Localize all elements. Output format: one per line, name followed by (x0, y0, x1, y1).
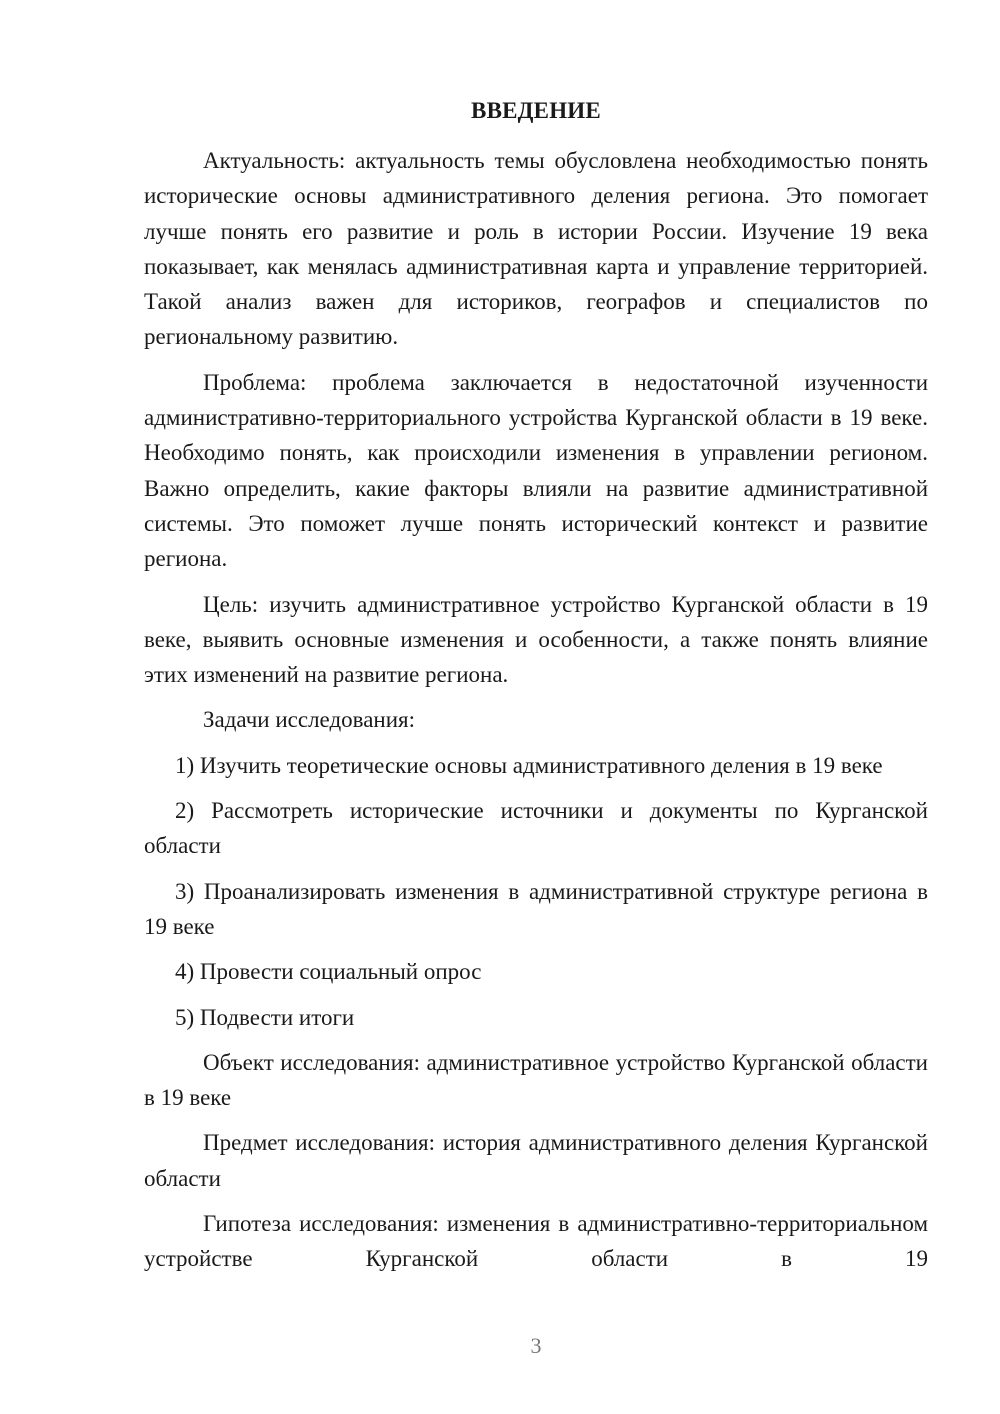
paragraph-tasks-heading: Задачи исследования: (203, 707, 416, 733)
task-item-3: 3) Проанализировать изменения в административной структуре региона в 19 веке (144, 878, 928, 939)
page-title: ВВЕДЕНИЕ (471, 98, 601, 123)
task-item-2: 2) Рассмотреть исторические источники и документы по Курганской области (144, 798, 928, 859)
paragraph-problem: Проблема: проблема заключается в недостаточной изученности административно-территориального устройства Курганской области в 19 веке. Необходимо понять, как происходили изменения в управлении регионом. Важно определить, какие факторы влияли на развитие административной системы. Это поможет лучше понять исторический контекст и развитие региона. (144, 369, 928, 572)
page-number: 3 (530, 1333, 542, 1358)
document-body (144, 143, 928, 1277)
paragraph-goal: Цель: изучить административное устройство Курганской области в 19 веке, выявить основные изменения и особенности, а также понять влияние этих изменений на развитие региона. (144, 591, 928, 688)
paragraph-object: Объект исследования: административное устройство Курганской области в 19 веке (144, 1049, 928, 1111)
paragraph-relevance: Актуальность: актуальность темы обусловлена необходимостью понять исторические основы административного деления региона. Это помогает лучше понять его развитие и роль в истории России. Изучение 19 века показывает, как менялась административная карта и управление территорией. Такой анализ важен для историков, географов и специалистов по региональному развитию. (144, 148, 928, 350)
paragraph-hypothesis: Гипотеза исследования: изменения в административно-территориальном устройстве Курганской области в 19 (144, 1211, 928, 1272)
task-item-4: 4) Провести социальный опрос (175, 959, 482, 985)
paragraph-subject: Предмет исследования: история административного деления Курганской области (144, 1130, 928, 1191)
task-item-1: 1) Изучить теоретические основы административного деления в 19 веке (175, 752, 883, 778)
task-item-5: 5) Подвести итоги (175, 1004, 355, 1030)
